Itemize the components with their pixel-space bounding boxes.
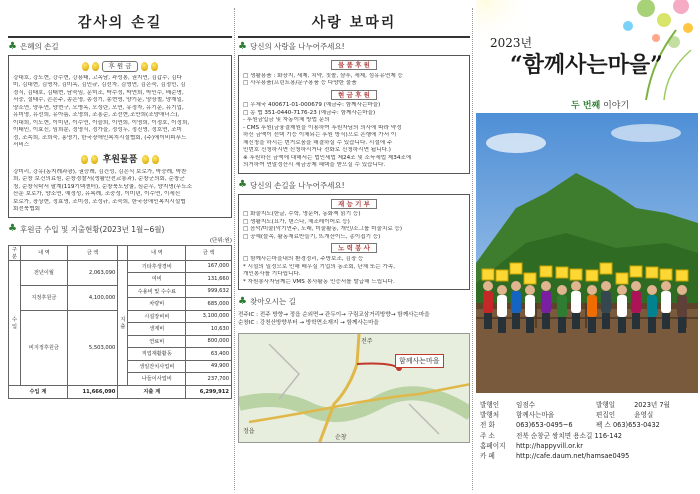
goods-donation-line: □ 사무용품(프린트용/문구용품 등 다양한 물품 (243, 80, 357, 87)
thanks-title: 감사의 손길 (77, 15, 163, 31)
yellow-sign (540, 266, 552, 277)
header-amount: 금 액 (67, 245, 118, 260)
volunteer-list (243, 256, 465, 286)
directions-heading: ♣ 찾아오시는 길 (238, 295, 296, 307)
person-body (557, 295, 567, 317)
income-division: 수입 (9, 260, 21, 385)
person-head (661, 281, 671, 291)
talent-line: □ 음악/미술(악기연주, 노래, 미술활동, 개인/소그룹 미술치료 등) (243, 226, 403, 233)
person-legs (558, 317, 566, 333)
person-legs (526, 317, 534, 333)
income-amount: 4,100,000 (67, 285, 118, 310)
help-heading: ♣ 당신의 손길을 나누어주세요! (238, 179, 345, 191)
yellow-sign (630, 266, 642, 277)
expense-item: 생일잔치사업비 (128, 360, 186, 373)
person-legs (484, 313, 492, 329)
thanks-heading: ♣ 은혜의 손길 (8, 40, 59, 52)
yellow-sign (660, 269, 672, 280)
cash-donation-line: ※ 후원하신 금액에 대해서는 법인세법 제24조 및 소득세법 제34조에 (243, 154, 412, 161)
publisher-row: 발행처 함께사는마을 편집인 윤영실 (480, 411, 654, 420)
volunteer-line: 개인봉사를 기다립니다. (243, 271, 301, 278)
lightbulb-icon (81, 155, 88, 164)
volunteer-line: * 자원봉사자님께는 VMS 봉사활동 인증서를 발급해 드립니다. (243, 278, 395, 285)
goods-line: 강미리, 강유(동지례과광), 권승례, 김건성, 김은식 보로가, 박승례, 박찬 (13, 168, 187, 175)
goods-line: 희, 순창 보건의료원, 순창경찰서(생활안전교통과), 순창군의회, 순창군 (13, 176, 185, 183)
income-item: 전년이월 (21, 260, 68, 285)
expense-amount: 800,000 (186, 335, 232, 348)
yellow-sign (496, 270, 508, 281)
cover-column (476, 0, 698, 494)
expense-amount: 685,000 (186, 298, 232, 311)
person-body (483, 291, 493, 313)
contact-row: 전 화 063)653-0495~6 팩 스 063)653-0432 (480, 421, 660, 430)
header-division: 구분 (9, 245, 21, 260)
goods-line: 산운 보로가, 양소연, 예정성, 유복례, 조중성, 이미년, 이수연, 이세신 (13, 191, 181, 198)
person-legs (678, 317, 686, 333)
club-icon: ♣ (238, 295, 247, 307)
yellow-sign (556, 267, 568, 278)
expense-item: 시설장비비 (128, 310, 186, 323)
issue-number: 두 번째 (571, 101, 601, 111)
person-body (587, 295, 597, 317)
title-rule (8, 36, 232, 38)
person-body (631, 291, 641, 313)
goods-donation-list (243, 73, 465, 88)
donor-line: 서중, 설태수, 손은주, 송은영, 송정기, 송현영, 양기문, 양장철, 양재일, (13, 97, 184, 104)
goods-label-row (13, 154, 227, 166)
table-header-row (9, 245, 232, 260)
expense-item: 차량비 (128, 298, 186, 311)
finance-heading: ♣ 후원금 수입 및 지출현황(2023년 1월~6월) (8, 223, 165, 234)
person-body (647, 295, 657, 317)
lightbulb-icon (142, 155, 149, 164)
donor-line: 강대호, 강도현, 강수현, 강용태, 고옥남, 곽성봉, 권지연, 김갑수, 김다 (13, 74, 182, 81)
yellow-sign (570, 269, 582, 280)
yellow-sign (482, 269, 494, 280)
expense-item: 직업재활활동 (128, 348, 186, 361)
donor-line: 정식, 김태호, 김태현, 남숙임, 문미조, 박수정, 박연희, 박인수, 배순명, (13, 89, 184, 96)
person-legs (618, 317, 626, 333)
person-head (647, 285, 657, 295)
talent-list (243, 211, 465, 241)
support-column (238, 0, 470, 443)
column-divider (234, 8, 235, 490)
person-body (571, 291, 581, 313)
volunteer-title: 노 력 봉 사 (243, 244, 465, 253)
volunteer-line: * 시설의 일정으로 인해 배우실 기업의 동조회, 단체 또는 가족, (243, 263, 396, 270)
expense-amount: 63,400 (186, 348, 232, 361)
total-income-label: 수입 계 (9, 385, 68, 398)
share-heading: ♣ 당신의 사랑을 나누어주세요! (238, 40, 345, 52)
lightbulb-icon (151, 62, 158, 71)
person-body (617, 295, 627, 317)
person-head (497, 285, 507, 295)
lightbulb-icon (152, 155, 159, 164)
expense-item: 수용비 및 수수료 (128, 285, 186, 298)
person-body (541, 291, 551, 313)
map-destination: 함께사는마을 (395, 354, 444, 368)
club-icon: ♣ (8, 223, 17, 234)
goods-line: 보로가, 장상현, 정효영, 조미정, 조성규, 조숙희, 한국장애인복지시설협 (13, 198, 186, 205)
finance-table (8, 245, 232, 399)
cash-donation-line: 의거하여 연말정산시 세금공제 혜택을 받으실 수 있습니다. (243, 162, 386, 169)
goods-donation-line: □ 생활용품 : 화장지, 세제, 치약, 칫솔, 샴푸, 세제, 섬유유연제 등 (243, 72, 403, 79)
lightbulb-icon (91, 155, 98, 164)
club-icon: ♣ (238, 40, 247, 52)
income-item: 지정후원금 (21, 285, 68, 310)
income-item: 비지정후원금 (21, 310, 68, 385)
donor-line: 정, 조속희, 조희숙, 홍명기, 한국장애인복지시설협회, (주)에이비피푸드 (13, 134, 187, 141)
cash-donation-title: 현 금 후 원 (243, 91, 465, 100)
person-legs (588, 317, 596, 333)
lightbulb-icon (92, 62, 99, 71)
issue-story: 이야기 (603, 101, 630, 111)
goods-donation-title: 물 품 후 원 (243, 61, 465, 70)
yellow-sign (676, 270, 688, 281)
lightbulb-icon (82, 62, 89, 71)
person-body (677, 295, 687, 317)
map-label-north: 전주 (361, 338, 373, 346)
person-head (557, 285, 567, 295)
income-amount: 5,503,000 (67, 310, 118, 385)
person-head (571, 281, 581, 291)
volunteer-line: □ 함께사는마을내의 환경정리, 주방보조, 김장 등 (243, 256, 364, 263)
person-head (617, 285, 627, 295)
person-body (661, 291, 671, 313)
person-head (677, 285, 687, 295)
person-head (525, 285, 535, 295)
yellow-sign (586, 270, 598, 281)
map-label-west: 정읍 (243, 428, 255, 436)
donors-label-row (13, 61, 227, 72)
donor-line: 양소연, 양후연, 양현구, 오병옥, 오성란, 오연, 유정자, 유기운, 유기업, (13, 104, 184, 111)
goods-list (13, 169, 227, 214)
expense-amount: 131,660 (186, 273, 232, 286)
talent-title: 재 능 기 부 (243, 200, 465, 209)
directions-line: 순창IC : 강천산방향부터 → 방학면소재지 → 함께사는마을 (238, 320, 379, 327)
person-legs (648, 317, 656, 333)
goods-line: 청, 순창식탁서 팔계(119기택센터), 순창북도당쿨, 심순우, 양지명(무도소 (13, 183, 193, 190)
person-legs (512, 313, 520, 329)
expense-item: 연료비 (128, 335, 186, 348)
club-icon: ♣ (8, 40, 17, 52)
person-legs (572, 313, 580, 329)
donation-box (238, 55, 470, 174)
publisher-row: 발행인 임점수 발행일 2023년 7월 (480, 401, 670, 409)
donors-list (13, 75, 227, 150)
directions-line: 전주IC : 전주 방향→ 정읍 순외면→ 관두이→ 구림교삼거리방향→ 함께사는마을 (238, 312, 430, 319)
goods-label: 후원물품 (102, 154, 138, 165)
donor-line: 이태민, 이효신, 임희분, 정영식, 정가을, 정성두, 정진영, 정호연, 조미 (13, 127, 182, 134)
expense-item: 여비 (128, 273, 186, 286)
yellow-sign (616, 273, 628, 284)
person-head (483, 281, 493, 291)
expense-item: 나들이사업비 (128, 373, 186, 386)
expense-amount: 49,900 (186, 360, 232, 373)
total-income: 11,666,090 (67, 385, 118, 398)
cover-title: “함께사는마을” (510, 52, 663, 78)
cafe-link[interactable]: http://cafe.daum.net/hamsae0495 (516, 452, 630, 461)
publication-info (480, 400, 696, 461)
cash-donation-line: □ 농 협 351-0440-7176-23 (예금주: 함께사는마을) (243, 109, 376, 116)
group-photo-illustration (476, 113, 698, 393)
address-row: 주 소 전북 순창군 쌍치면 용소길 116-142 (480, 431, 622, 440)
cash-donation-line: 하신 금액이 선택 기능 이체되는 후원 방식)으로 은행에 가서 이 (243, 132, 397, 139)
yellow-sign (510, 263, 522, 274)
donor-line: 미, 김대현, 김명자, 김미옥, 김민규, 김선자, 김영연, 김은숙, 김정민, 김 (13, 82, 186, 89)
expense-amount: 10,630 (186, 323, 232, 336)
talent-line: □ 공예(뜰목, 활동재료반들기, 뜨개산이드, 종이접기 등) (243, 233, 381, 240)
expense-item: 생계비 (128, 323, 186, 336)
address: 전북 순창군 쌍치면 용소길 116-142 (516, 431, 622, 440)
homepage-link[interactable]: http://happyvill.or.kr (516, 441, 583, 450)
person-legs (602, 313, 610, 329)
finance-unit: (단위:원) (209, 237, 232, 244)
person-legs (662, 313, 670, 329)
map-label-south: 순창 (335, 434, 347, 442)
map-illustration (239, 334, 470, 443)
volunteer-box (238, 194, 470, 290)
cash-donation-line: 민번호 신청하시면 신청하시거나 전화로 신청하시면 됩니다.) (243, 147, 391, 154)
support-title: 사랑 보따리 (311, 15, 397, 31)
cafe-row: 카 페 http://cafe.daum.net/hamsae0495 (480, 452, 630, 461)
talent-line: □ 생활지도(요가, 댄스나, 체조레이어로 등) (243, 218, 350, 225)
person-head (511, 281, 521, 291)
cash-donation-list (243, 102, 465, 169)
expense-division: 지출 (118, 260, 128, 385)
yellow-sign (646, 267, 658, 278)
expense-amount: 237,700 (186, 373, 232, 386)
column-divider (472, 8, 473, 490)
cover-year: 2023년 (490, 36, 533, 50)
cash-donation-line: - CMS 후원(금융결제원을 이용하여 후원자님의 의사에 따라 약정 (243, 124, 402, 131)
lightbulb-icon (141, 62, 148, 71)
header-spacer (118, 245, 128, 260)
donor-line: 서비스 (13, 142, 30, 149)
person-head (587, 285, 597, 295)
income-amount: 2,063,090 (67, 260, 118, 285)
header-item: 내 역 (21, 245, 68, 260)
yellow-sign (524, 273, 536, 284)
yellow-sign (600, 263, 612, 274)
person-head (541, 281, 551, 291)
expense-amount: 167,000 (186, 260, 232, 273)
person-head (631, 281, 641, 291)
total-expense: 6,299,912 (186, 385, 232, 398)
title-rule (238, 36, 470, 38)
goods-line: 회전북협회 (13, 206, 41, 213)
cash-donation-line: □ 우체국 400671-01-000679 (예금주: 함께사는마을) (243, 102, 381, 109)
person-legs (542, 313, 550, 329)
person-body (525, 295, 535, 317)
table-total-row (9, 385, 232, 398)
homepage-row: 홈페이지 http://happyvill.or.kr (480, 441, 583, 450)
header-item2: 내 역 (128, 245, 186, 260)
cash-donation-line: 체신청을 하시는 번거로움을 해결하실 수 있습니다. 시설에 주 (243, 139, 393, 146)
person-body (511, 291, 521, 313)
directions-text (238, 311, 470, 327)
person-head (601, 281, 611, 291)
phone-number: 063)653-0495~6 (516, 421, 573, 430)
cash-donation-line: - 후원금입금 및 자동이체 방법 문의 (243, 117, 330, 124)
club-icon: ♣ (238, 179, 247, 191)
donors-label: 후 원 금 (102, 61, 139, 72)
thanks-column (8, 0, 232, 399)
expense-amount: 3,100,000 (186, 310, 232, 323)
donors-box (8, 55, 232, 218)
table-row (9, 260, 232, 273)
fax-number: 063)653-0432 (612, 421, 660, 430)
expense-amount: 999,632 (186, 285, 232, 298)
person-body (497, 295, 507, 317)
header-amount2: 금 액 (186, 245, 232, 260)
donor-line: 유미영, 유선희, 유아름, 조영희, 조흥순, 조선현,조만희(조양애너스), (13, 112, 180, 119)
cover-subtitle (571, 98, 629, 111)
expense-item: 기타후생경비 (128, 260, 186, 273)
person-legs (632, 313, 640, 329)
talent-line: □ 화술지도(한글, 수학, 영문어, 동화책 읽기 등) (243, 211, 361, 218)
person-legs (498, 317, 506, 333)
location-map (238, 333, 470, 443)
total-expense-label: 지출 계 (118, 385, 186, 398)
donor-line: 이대희, 이도현, 이미년, 이수연, 이슬희, 이연희, 이영희, 이정호, 이정희, (13, 119, 190, 126)
person-body (601, 291, 611, 313)
group-photo (476, 113, 698, 393)
